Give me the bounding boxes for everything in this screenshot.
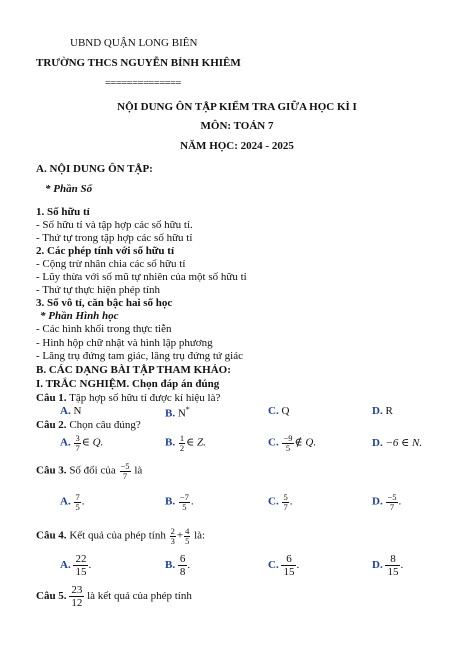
question-5: Câu 5. $\frac{23}{12}$ là kết quả của phép tính xyxy=(36,584,192,610)
geometry-item: - Các hình khối trong thực tiễn xyxy=(36,323,172,335)
q1-option-d[interactable]: D. R xyxy=(372,405,393,417)
multiple-choice-heading: I. TRẮC NGHIỆM. Chọn đáp án đúng xyxy=(36,378,220,390)
question-text: Chọn câu đúng? xyxy=(69,419,141,431)
question-text: Tập hợp số hữu tỉ được kí hiệu là? xyxy=(69,392,221,404)
q4-option-b[interactable]: B. $\frac{6}{8}$ . xyxy=(165,553,191,579)
topic-3-heading: 3. Số vô tỉ, căn bậc hai số học xyxy=(36,297,173,309)
q3-option-a[interactable]: A. $\frac{7}{5}$ . xyxy=(60,492,85,512)
q3-option-c[interactable]: C. $\frac{5}{7}$ . xyxy=(268,492,293,512)
q3-option-d[interactable]: D. $\frac{-5}{7}$ . xyxy=(372,492,402,512)
q1-option-c[interactable]: C. Q xyxy=(268,405,290,417)
q4-option-d[interactable]: D. $\frac{8}{15}$ . xyxy=(372,553,404,579)
question-label: Câu 4. xyxy=(36,529,67,542)
q1-option-a[interactable]: A. N xyxy=(60,405,82,417)
q4-option-a[interactable]: A. $\frac{22}{15}$ . xyxy=(60,553,92,579)
q2-option-a[interactable]: A. $\frac{3}{7}$ ∈ Q. xyxy=(60,433,104,453)
subject-title: MÔN: TOÁN 7 xyxy=(200,120,274,132)
section-b-heading: B. CÁC DẠNG BÀI TẬP THAM KHẢO: xyxy=(36,364,231,376)
topic-1-heading: 1. Số hữu tỉ xyxy=(36,206,90,218)
question-1 xyxy=(36,393,220,404)
question-4: Câu 4. Kết quả của phép tính $\frac{2}{3}$ + $\frac{4}{5}$ là: xyxy=(36,526,206,546)
q2-option-d[interactable]: D. −6 ∈ N. xyxy=(372,437,423,449)
question-tail: là: xyxy=(194,529,206,542)
document-title: NỘI DUNG ÔN TẬP KIỂM TRA GIỮA HỌC KÌ I xyxy=(117,101,357,113)
question-label: Câu 5. xyxy=(36,590,67,603)
geometry-item: - Lăng trụ đứng tam giác, lăng trụ đứng tứ giác xyxy=(36,350,243,362)
geometry-item: - Hình hộp chữ nhật và hình lập phương xyxy=(36,337,213,349)
question-text: Kết quả của phép tính xyxy=(69,529,166,542)
school-name: TRƯỜNG THCS NGUYỄN BỈNH KHIÊM xyxy=(36,57,241,69)
topic-2-item: - Lũy thừa với số mũ tự nhiên của một số hữu tỉ xyxy=(36,271,247,283)
q1-option-b[interactable]: B. N* xyxy=(165,405,190,420)
topic-2-item: - Cộng trừ nhân chia các số hữu tỉ xyxy=(36,258,186,270)
part-geometry-heading: * Phần Hình học xyxy=(40,310,119,322)
question-text: là kết quả của phép tính xyxy=(87,590,192,603)
topic-2-item: - Thứ tự thực hiện phép tính xyxy=(36,284,160,296)
question-label: Câu 1. xyxy=(36,392,67,404)
topic-2-heading: 2. Các phép tính với số hữu tỉ xyxy=(36,245,174,257)
part-number-heading: * Phần Số xyxy=(45,183,93,195)
q2-option-c[interactable]: C. $\frac{-9}{5}$ ∉ Q. xyxy=(268,433,317,453)
topic-1-item: - Thứ tự trong tập hợp các số hữu tỉ xyxy=(36,232,193,244)
question-label: Câu 3. xyxy=(36,464,67,477)
q2-option-b[interactable]: B. $\frac{1}{2}$ ∈ Z. xyxy=(165,433,206,453)
school-year: NĂM HỌC: 2024 - 2025 xyxy=(180,140,294,152)
question-tail: là xyxy=(134,464,143,477)
question-label: Câu 2. xyxy=(36,419,67,431)
q3-option-b[interactable]: B. $\frac{-7}{5}$ . xyxy=(165,492,194,512)
header-rule: ============== xyxy=(105,78,181,89)
question-2 xyxy=(36,420,141,431)
question-text: Số đối của xyxy=(69,464,116,477)
q4-option-c[interactable]: C. $\frac{6}{15}$ . xyxy=(268,553,300,579)
question-3: Câu 3. Số đối của $\frac{-5}{7}$ là xyxy=(36,461,143,481)
topic-1-item: - Số hữu tỉ và tập hợp các số hữu tỉ. xyxy=(36,219,193,231)
section-a-heading: A. NỘI DUNG ÔN TẬP: xyxy=(36,163,153,175)
district-name: UBND QUẬN LONG BIÊN xyxy=(70,37,198,49)
